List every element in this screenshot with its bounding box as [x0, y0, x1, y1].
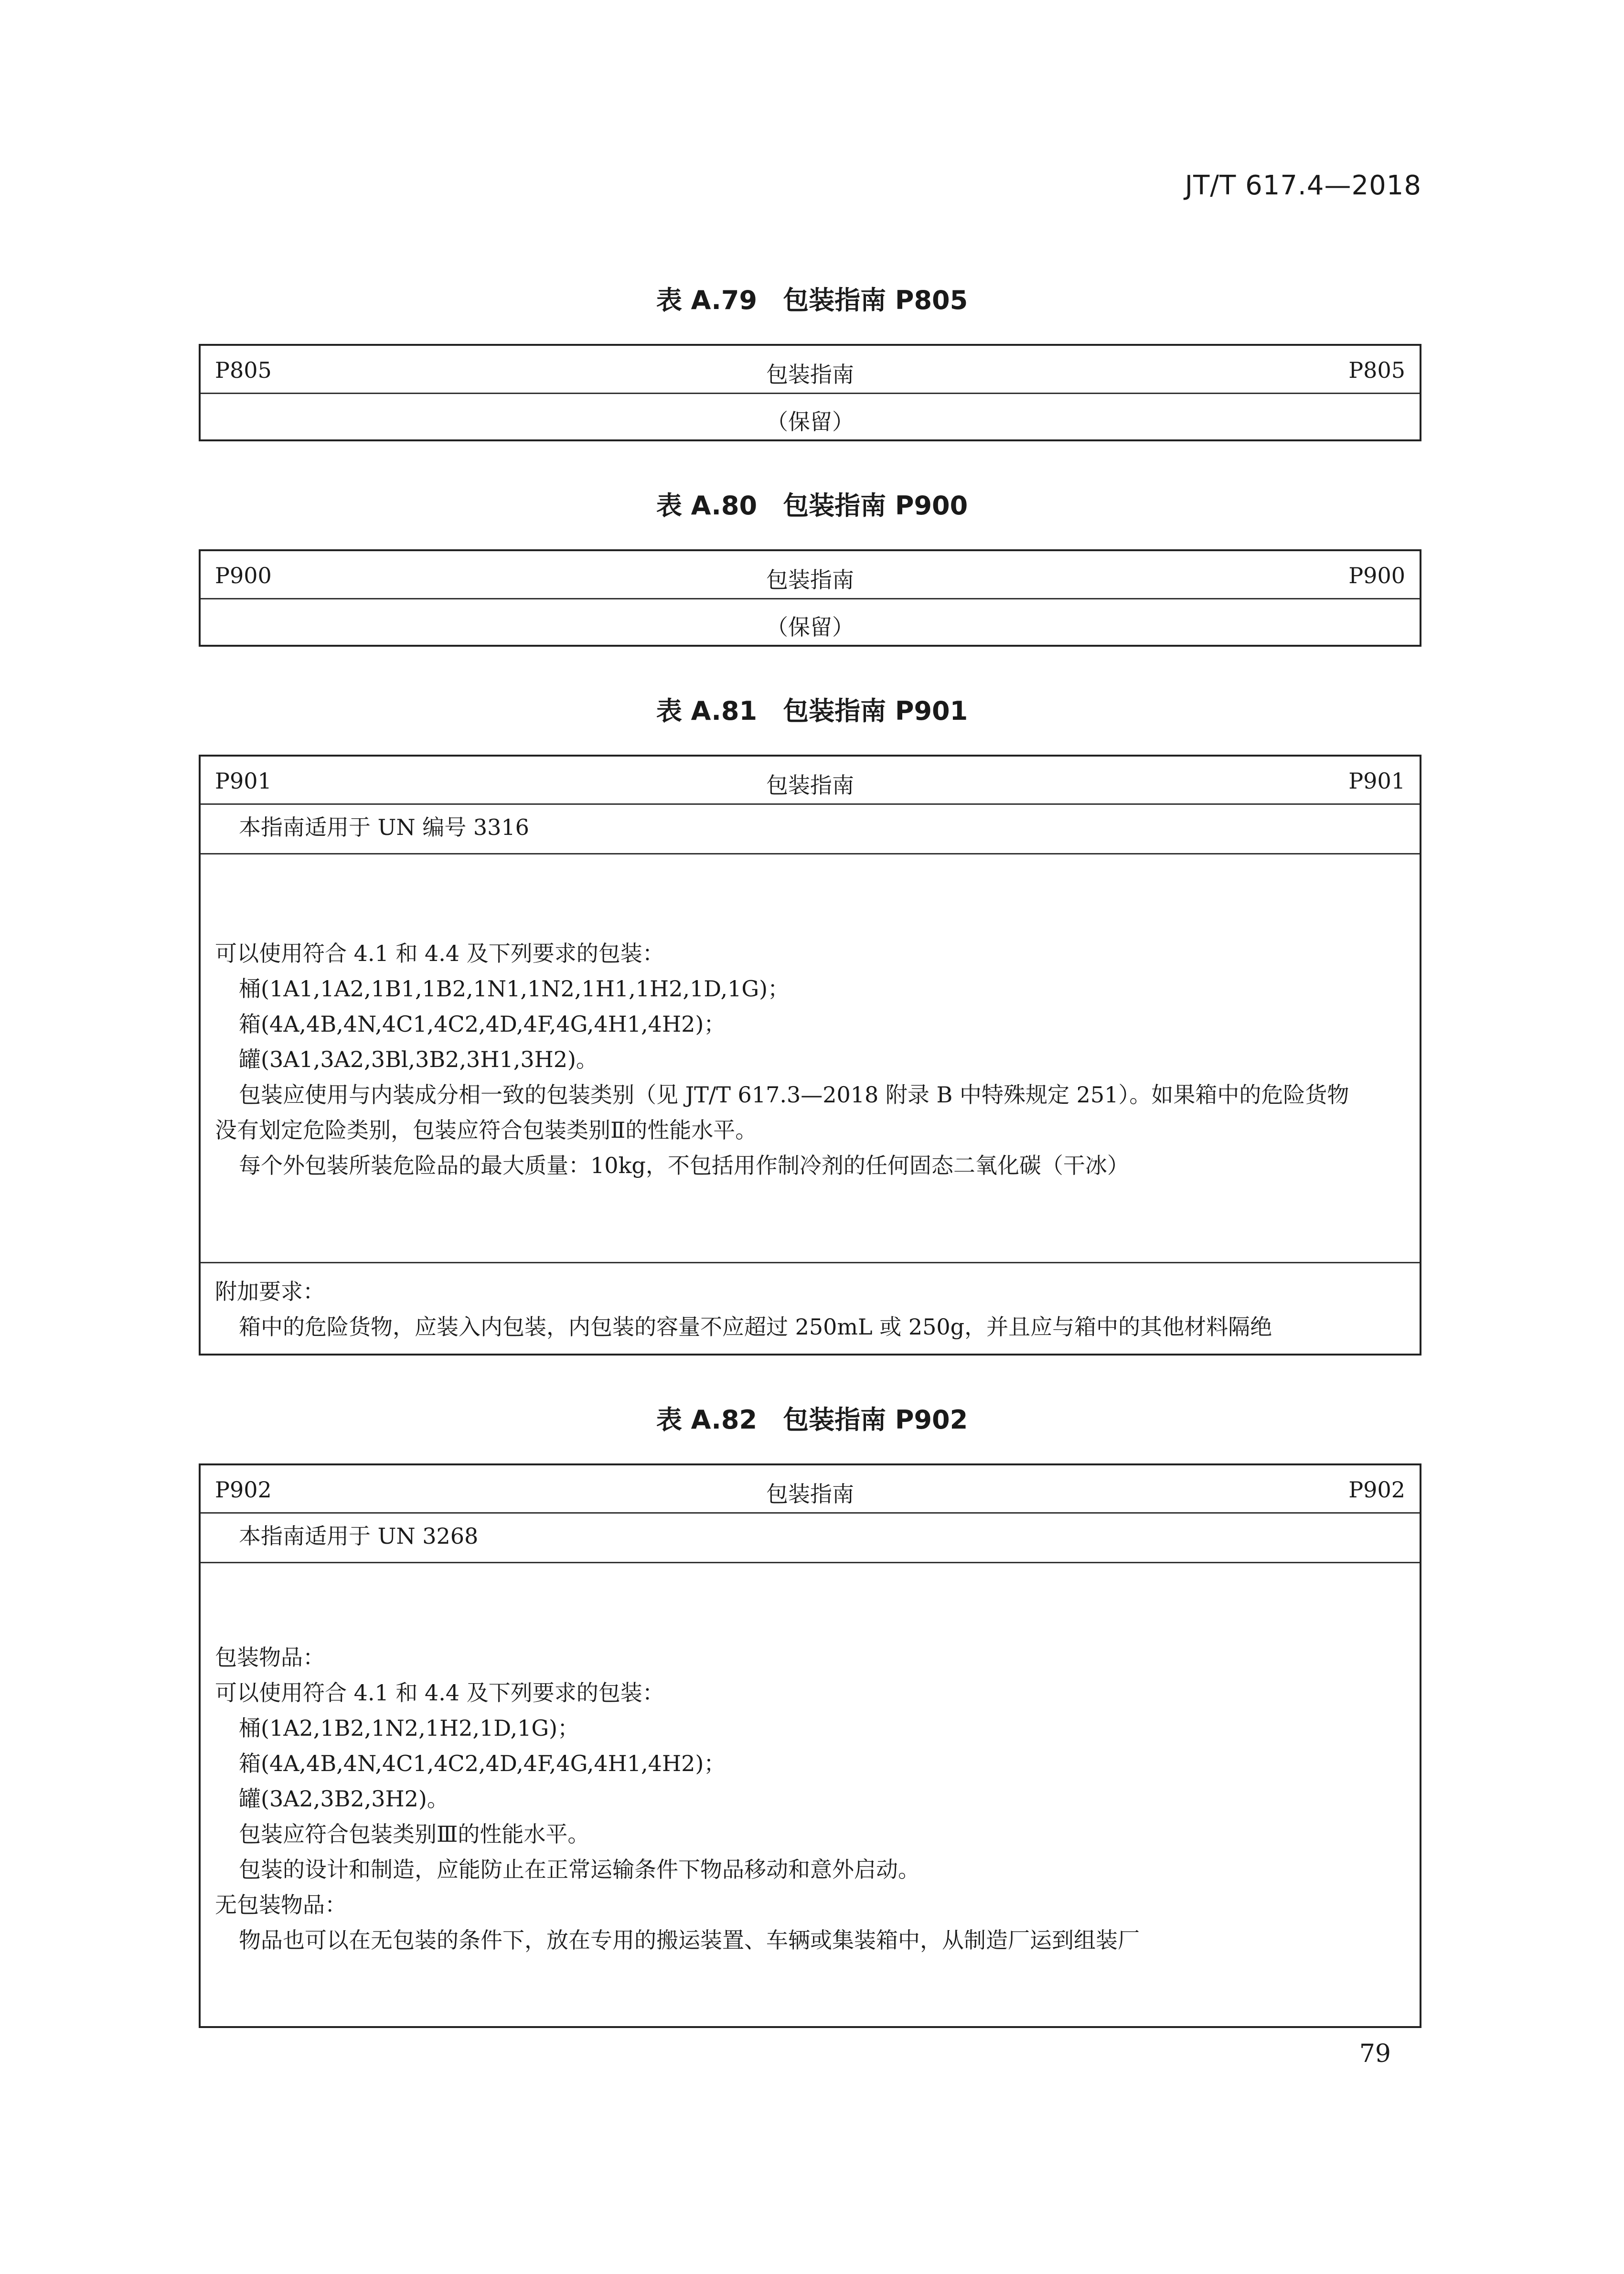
header-code-right: P900	[1348, 563, 1405, 588]
header-code-left: P805	[215, 357, 272, 383]
header-code-left: P901	[215, 768, 272, 794]
table-header	[201, 551, 1420, 599]
instruction-line: 包装应使用与内装成分相一致的包装类别（见 JT/T 617.3—2018 附录 B 中特殊规定 251）。如果箱中的危险货物	[239, 1082, 1349, 1108]
table-p900	[199, 549, 1421, 647]
header-title: 包装指南	[766, 772, 854, 798]
table-header	[201, 346, 1420, 394]
reserved-cell: （保留）	[766, 614, 854, 640]
instruction-line: 没有划定危险类别，包装应符合包装类别Ⅱ的性能水平。	[215, 1117, 758, 1143]
instructions-cell	[201, 1563, 1420, 2025]
instruction-line: 无包装物品：	[215, 1892, 347, 1918]
applies-to-row	[201, 805, 1420, 854]
applies-to-text: 本指南适用于 UN 3268	[239, 1523, 479, 1549]
instructions-cell	[201, 854, 1420, 1263]
reserved-cell: （保留）	[766, 409, 854, 435]
instruction-line: 箱(4A,4B,4N,4C1,4C2,4D,4F,4G,4H1,4H2)；	[239, 1751, 726, 1776]
header-code-right: P902	[1348, 1477, 1405, 1503]
table-caption-a82: 表 A.82 包装指南 P902	[656, 1405, 968, 1435]
instruction-line: 桶(1A1,1A2,1B1,1B2,1N1,1N2,1H1,1H2,1D,1G)；	[239, 976, 790, 1002]
instruction-line: 包装的设计和制造，应能防止在正常运输条件下物品移动和意外启动。	[239, 1857, 920, 1882]
applies-to-text: 本指南适用于 UN 编号 3316	[239, 814, 529, 840]
additional-requirements-title: 附加要求：	[215, 1279, 325, 1304]
header-code-right: P901	[1348, 768, 1405, 794]
table-p901	[199, 755, 1421, 1356]
instruction-line: 可以使用符合 4.1 和 4.4 及下列要求的包装：	[215, 1680, 664, 1706]
header-title: 包装指南	[766, 567, 854, 593]
additional-requirements-cell	[201, 1263, 1420, 1357]
header-code-left: P902	[215, 1477, 272, 1503]
header-code-right: P805	[1348, 357, 1405, 383]
page-number: 79	[1359, 2039, 1391, 2068]
additional-requirements-text: 箱中的危险货物，应装入内包装，内包装的容量不应超过 250mL 或 250g，并且应与箱中的其他材料隔绝	[239, 1314, 1272, 1340]
instruction-line: 罐(3A1,3A2,3Bl,3B2,3H1,3H2)。	[239, 1046, 598, 1072]
table-header	[201, 757, 1420, 805]
instruction-line: 每个外包装所装危险品的最大质量：10kg，不包括用作制冷剂的任何固态二氧化碳（干冰）	[239, 1153, 1129, 1178]
header-title: 包装指南	[766, 1481, 854, 1507]
table-p805	[199, 344, 1421, 441]
table-p902	[199, 1463, 1421, 2028]
table-caption-a80: 表 A.80 包装指南 P900	[656, 491, 968, 521]
header-code-left: P900	[215, 563, 272, 588]
instruction-line: 罐(3A2,3B2,3H2)。	[239, 1786, 449, 1812]
header-title: 包装指南	[766, 362, 854, 387]
instruction-line: 包装应符合包装类别Ⅲ的性能水平。	[239, 1821, 590, 1847]
instruction-line: 包装物品：	[215, 1644, 325, 1670]
instruction-line: 物品也可以在无包装的条件下，放在专用的搬运装置、车辆或集装箱中，从制造厂运到组装厂	[239, 1927, 1140, 1953]
applies-to-row	[201, 1514, 1420, 1563]
table-header	[201, 1465, 1420, 1514]
instruction-line: 箱(4A,4B,4N,4C1,4C2,4D,4F,4G,4H1,4H2)；	[239, 1011, 726, 1037]
instruction-line: 桶(1A2,1B2,1N2,1H2,1D,1G)；	[239, 1715, 580, 1741]
table-caption-a79: 表 A.79 包装指南 P805	[656, 285, 968, 315]
table-caption-a81: 表 A.81 包装指南 P901	[656, 696, 968, 726]
instruction-line: 可以使用符合 4.1 和 4.4 及下列要求的包装：	[215, 940, 664, 966]
standard-code: JT/T 617.4—2018	[1185, 170, 1421, 201]
